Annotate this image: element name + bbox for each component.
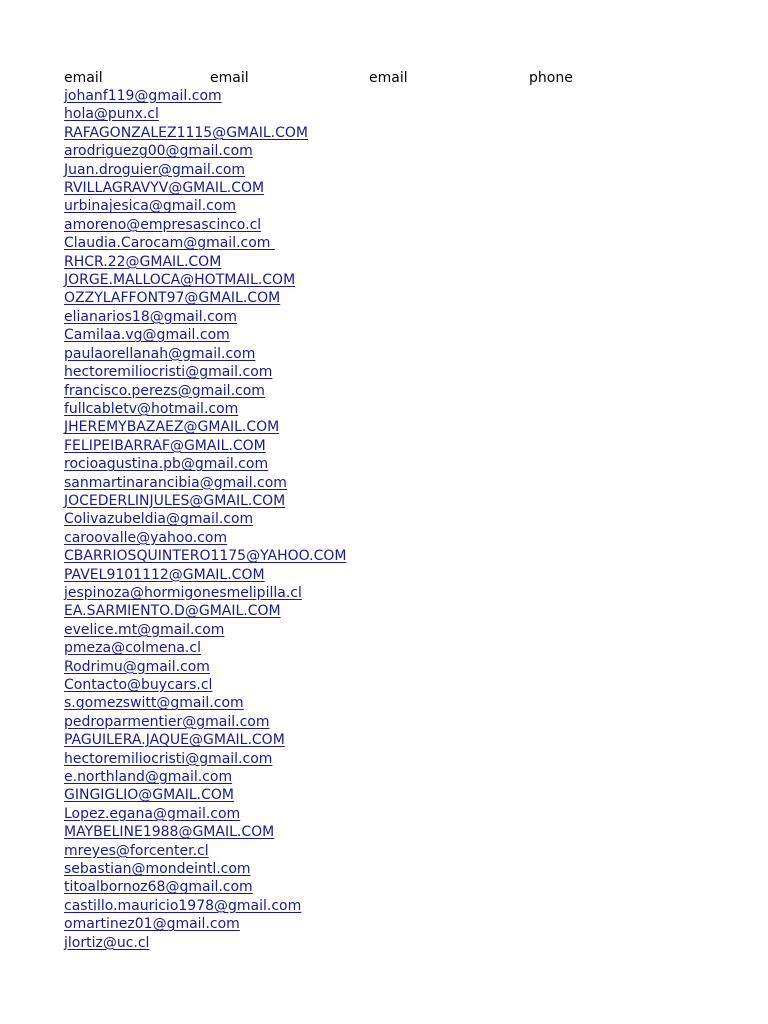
email-link[interactable]: Juan.droguier@gmail.com [64,161,246,178]
email-link[interactable]: Colivazubeldia@gmail.com [64,511,254,528]
list-item [64,308,704,326]
list-item [64,658,704,676]
list-item [64,87,704,105]
list-item [64,639,704,657]
list-item [64,823,704,841]
email-link[interactable]: fullcabletv@hotmail.com [64,400,239,417]
list-item [64,437,704,455]
email-link[interactable]: Rodrimu@gmail.com [64,658,210,675]
email-link[interactable]: titoalbornoz68@gmail.com [64,879,253,896]
list-item [64,474,704,492]
email-link[interactable]: JOCEDERLINJULES@GMAIL.COM [64,492,286,509]
email-link[interactable]: hectoremiliocristi@gmail.com [64,364,273,381]
email-link[interactable]: Lopez.egana@gmail.com [64,805,241,822]
email-link[interactable]: arodriguezg00@gmail.com [64,143,253,160]
email-link[interactable]: CBARRIOSQUINTERO1175@YAHOO.COM [64,548,347,565]
email-link[interactable]: MAYBELINE1988@GMAIL.COM [64,824,275,841]
email-link[interactable]: evelice.mt@gmail.com [64,621,225,638]
list-item [64,713,704,731]
email-link[interactable]: JORGE.MALLOCA@HOTMAIL.COM [64,272,296,289]
list-item [64,547,704,565]
email-link[interactable]: Contacto@buycars.cl [64,677,213,693]
list-item [64,253,704,271]
column-header-phone: phone [529,70,573,86]
list-item [64,731,704,749]
email-link[interactable]: pmeza@colmena.cl [64,640,201,657]
list-item [64,492,704,510]
list-item [64,455,704,473]
list-item [64,566,704,584]
email-link[interactable]: omartinez01@gmail.com [64,916,240,933]
email-link[interactable]: elianarios18@gmail.com [64,308,237,325]
column-header-email-2: email [210,70,249,86]
email-link[interactable]: EA.SARMIENTO.D@GMAIL.COM [64,603,281,620]
list-item [64,584,704,602]
list-item [64,897,704,915]
list-item [64,621,704,639]
list-item [64,363,704,381]
list-item [64,750,704,768]
list-item [64,934,704,952]
email-link[interactable]: mreyes@forcenter.cl [64,842,209,859]
email-link[interactable]: jlortiz@uc.cl [64,934,150,951]
email-link[interactable]: pedroparmentier@gmail.com [64,713,270,730]
email-link[interactable]: jespinoza@hormigonesmelipilla.cl [64,584,302,601]
list-item [64,418,704,436]
column-header-email-3: email [369,70,408,86]
list-item [64,860,704,878]
email-link[interactable]: Claudia.Carocam@gmail.com [64,235,275,252]
email-link[interactable]: rocioagustina.pb@gmail.com [64,456,269,473]
email-link[interactable]: hectoremiliocristi@gmail.com [64,750,273,767]
list-item [64,400,704,418]
list-item [64,161,704,179]
email-link[interactable]: castillo.mauricio1978@gmail.com [64,897,302,914]
email-link[interactable]: RVILLAGRAVYV@GMAIL.COM [64,180,265,197]
list-item [64,216,704,234]
list-item [64,382,704,400]
list-item [64,234,704,252]
list-item [64,842,704,860]
list-item [64,289,704,307]
list-item [64,602,704,620]
email-link[interactable]: sanmartinarancibia@gmail.com [64,474,287,491]
list-item [64,768,704,786]
list-item [64,105,704,123]
list-item [64,676,704,694]
contact-sheet [64,69,704,952]
list-item [64,510,704,528]
email-link[interactable]: francisco.perezs@gmail.com [64,382,265,399]
list-item [64,786,704,804]
email-link[interactable]: s.gomezswitt@gmail.com [64,695,244,712]
email-link[interactable]: sebastian@mondeintl.com [64,861,251,878]
column-header-email-1: email [64,70,103,86]
list-item [64,197,704,215]
list-item [64,345,704,363]
email-link[interactable]: e.northland@gmail.com [64,769,233,786]
email-link[interactable]: OZZYLAFFONT97@GMAIL.COM [64,290,281,307]
list-item [64,805,704,823]
email-link[interactable]: caroovalle@yahoo.com [64,529,228,546]
list-item [64,326,704,344]
list-item [64,529,704,547]
email-link[interactable]: JHEREMYBAZAEZ@GMAIL.COM [64,419,280,436]
email-link[interactable]: Camilaa.vg@gmail.com [64,327,230,344]
email-link[interactable]: RAFAGONZALEZ1115@GMAIL.COM [64,124,308,141]
email-link[interactable]: GINGIGLIO@GMAIL.COM [64,787,234,804]
email-link[interactable]: urbinajesica@gmail.com [64,198,237,215]
email-link[interactable]: hola@punx.cl [64,106,159,123]
email-link[interactable]: RHCR.22@GMAIL.COM [64,253,222,270]
list-item [64,142,704,160]
email-link[interactable]: PAVEL9101112@GMAIL.COM [64,566,265,583]
email-list [64,87,704,952]
list-item [64,694,704,712]
list-item [64,878,704,896]
email-link[interactable]: johanf119@gmail.com [64,88,222,104]
email-link[interactable]: paulaorellanah@gmail.com [64,345,256,362]
list-item [64,915,704,933]
list-item [64,179,704,197]
email-link[interactable]: amoreno@empresascinco.cl [64,216,262,233]
list-item [64,124,704,142]
email-link[interactable]: PAGUILERA.JAQUE@GMAIL.COM [64,732,285,749]
list-item [64,271,704,289]
email-link[interactable]: FELIPEIBARRAF@GMAIL.COM [64,437,266,454]
header-row [64,69,704,87]
